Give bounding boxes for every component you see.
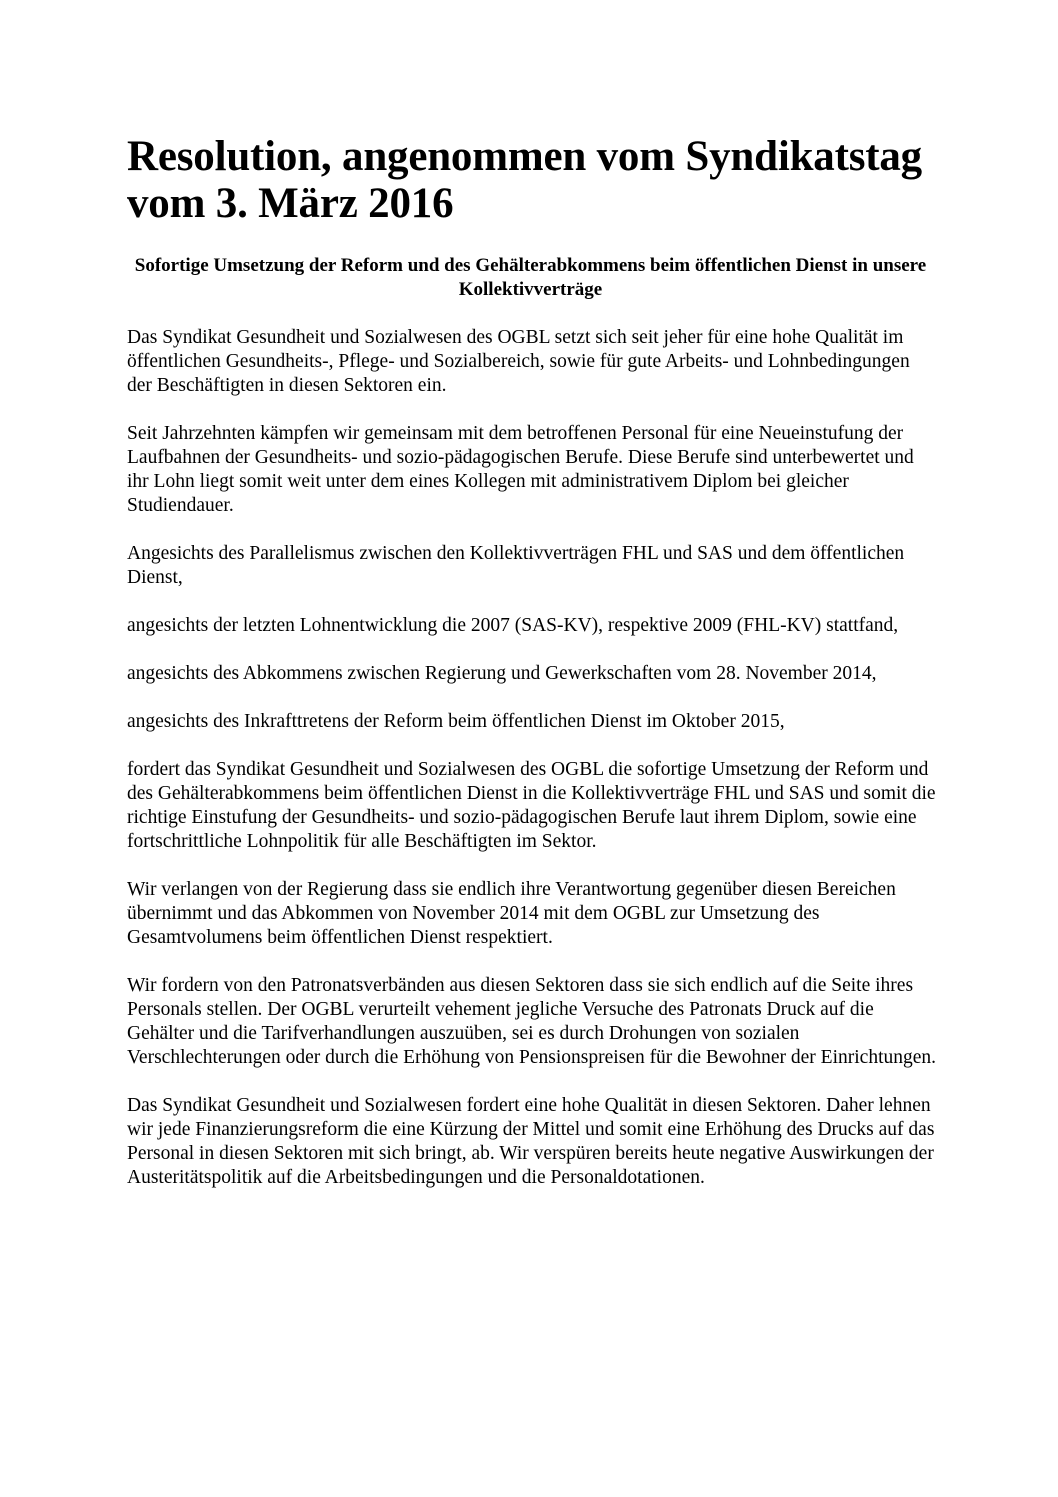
paragraph-6: angesichts des Inkrafttretens der Reform beim öffentlichen Dienst im Oktober 2015, [127,711,785,732]
paragraph-9: Wir fordern von den Patronatsverbänden aus diesen Sektoren dass sie sich endlich auf die Seite ihres Personals stellen. Der OGBL verurteilt vehement jegliche Versuche des Patronats Druck auf die Gehälter und die Tarifverhandlungen auszuüben, sei es durch Drohungen von sozialen Verschlechterungen oder durch die Erhöhung von Pensionspreisen für die Bewohner der Einrichtungen. [127,975,937,1068]
document-body [127,326,937,1214]
paragraph-5: angesichts des Abkommens zwischen Regierung und Gewerkschaften vom 28. November 2014, [127,663,877,684]
document-subtitle: Sofortige Umsetzung der Reform und des Gehälterabkommens beim öffentlichen Dienst in unsere Kollektivverträge [134,255,927,300]
paragraph-10: Das Syndikat Gesundheit und Sozialwesen fordert eine hohe Qualität in diesen Sektoren. Daher lehnen wir jede Finanzierungsreform die eine Kürzung der Mittel und somit eine Erhöhung des Drucks auf das Personal in diesen Sektoren mit sich bringt, ab. Wir verspüren bereits heute negative Auswirkungen der Austeritätspolitik auf die Arbeitsbedingungen und die Personaldotationen. [127,1095,935,1188]
paragraph-1: Das Syndikat Gesundheit und Sozialwesen des OGBL setzt sich seit jeher für eine hohe Qualität im öffentlichen Gesundheits-, Pflege- und Sozialbereich, sowie für gute Arbeits- und Lohnbedingungen der Beschäftigten in diesen Sektoren ein. [127,327,910,396]
paragraph-8: Wir verlangen von der Regierung dass sie endlich ihre Verantwortung gegenüber diesen Bereichen übernimmt und das Abkommen von November 2014 mit dem OGBL zur Umsetzung des Gesamtvolumens beim öffentlichen Dienst respektiert. [127,879,896,948]
document-title: Resolution, angenommen vom Syndikatstag vom 3. März 2016 [127,133,922,227]
paragraph-2: Seit Jahrzehnten kämpfen wir gemeinsam mit dem betroffenen Personal für eine Neueinstufung der Laufbahnen der Gesundheits- und sozio-pädagogischen Berufe. Diese Berufe sind unterbewertet und ihr Lohn liegt somit weit unter dem eines Kollegen mit administrativem Diplom bei gleicher Studiendauer. [127,423,914,516]
paragraph-3: Angesichts des Parallelismus zwischen den Kollektivverträgen FHL und SAS und dem öffentlichen Dienst, [127,543,905,588]
paragraph-7: fordert das Syndikat Gesundheit und Sozialwesen des OGBL die sofortige Umsetzung der Reform und des Gehälterabkommens beim öffentlichen Dienst in die Kollektivverträge FHL und SAS und somit die richtige Einstufung der Gesundheits- und sozio-pädagogischen Berufe laut ihrem Diplom, sowie eine fortschrittliche Lohnpolitik für alle Beschäftigten im Sektor. [127,759,936,852]
paragraph-4: angesichts der letzten Lohnentwicklung die 2007 (SAS-KV), respektive 2009 (FHL-KV) stattfand, [127,615,899,636]
